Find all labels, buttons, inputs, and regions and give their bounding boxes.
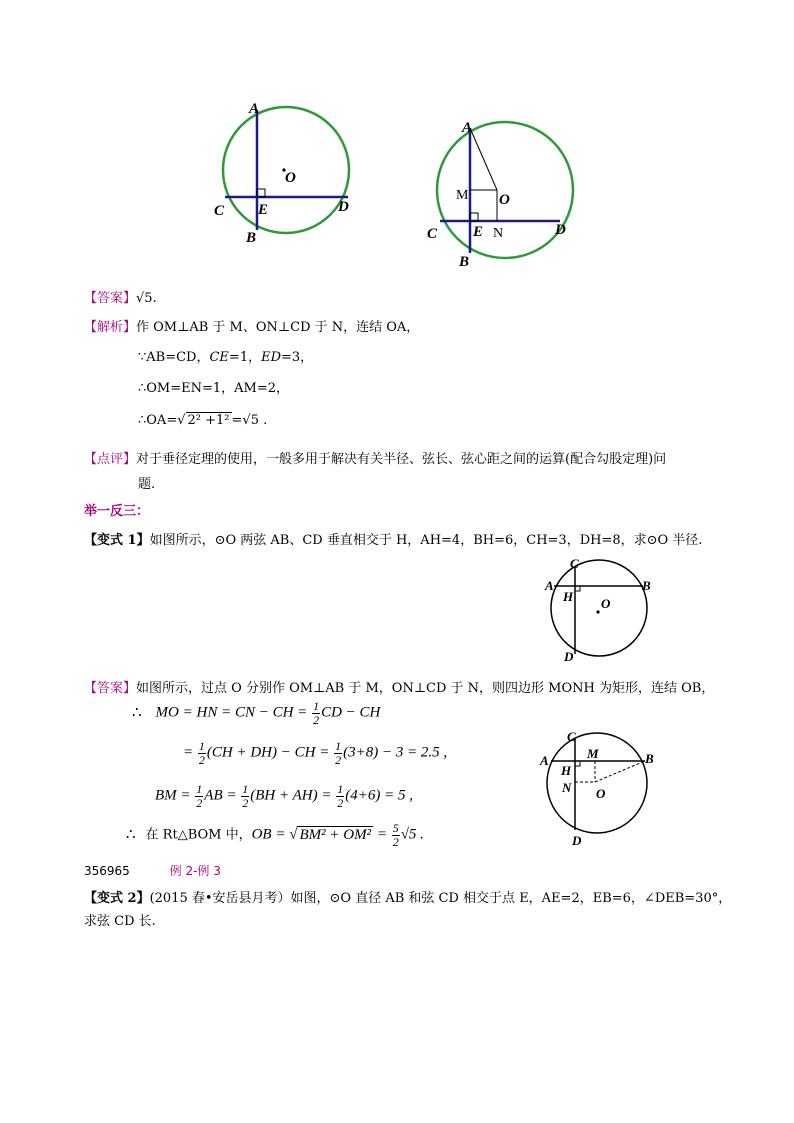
var-ed: ED (261, 350, 282, 365)
figure-1-circle-chords (205, 95, 365, 250)
denominator: 2 (198, 752, 205, 767)
eq1-rhs: CD − CH (321, 704, 381, 721)
analysis-line-2 (138, 346, 313, 365)
eq3-mid: (BH + AH) = (250, 787, 332, 804)
oa-eq: ∴OA= (138, 413, 178, 428)
oa-result: =√5 . (231, 413, 268, 428)
answer-2-line-1 (84, 677, 714, 696)
answer-2-text: 如图所示，过点 O 分别作 OM⊥AB 于 M，ON⊥CD 于 N，则四边形 MONH 为矩形，连结 OB， (136, 681, 715, 696)
given-ab-cd: ∵AB=CD， (138, 350, 210, 365)
label-b: B (645, 751, 654, 766)
label-d: D (338, 199, 349, 215)
label-d: D (555, 222, 566, 238)
val-ed: =3， (281, 350, 314, 365)
figure-3-circle (540, 555, 660, 665)
label-d: D (572, 833, 582, 848)
eq3-result: (4+6) = 5 , (345, 787, 413, 804)
section-title: 举一反三： (84, 504, 150, 519)
eq4-equals: = (376, 826, 387, 843)
label-h: H (561, 763, 572, 778)
answer-tag: 【答案】 (84, 291, 137, 306)
numerator: 5 (392, 821, 399, 835)
analysis-line-4: ∴OA=√ 2² +1² =√5 . (138, 413, 268, 428)
answer-2-tag: 【答案】 (84, 681, 137, 696)
eq4-result: √5 . (400, 826, 424, 843)
label-c: C (570, 556, 579, 571)
equation-2 (183, 740, 447, 766)
label-o: O (285, 170, 296, 186)
label-a: A (462, 120, 473, 136)
label-n: N (562, 780, 572, 795)
variant-2-line-1 (84, 887, 731, 906)
fraction (241, 783, 249, 809)
fraction (195, 783, 203, 809)
denominator: 2 (392, 834, 399, 849)
circle (551, 560, 647, 656)
label-b: B (246, 230, 257, 246)
variant-2-tag: 【变式 2】 (84, 891, 150, 906)
reference-link[interactable]: 例 2-例 3 (169, 864, 221, 878)
comment-line-2: 题. (138, 477, 156, 492)
equation-3 (155, 783, 413, 809)
fraction (334, 740, 342, 766)
analysis-line-1 (84, 316, 419, 335)
reference-line (84, 862, 221, 879)
label-m: M (456, 188, 469, 203)
numerator: 1 (335, 739, 342, 753)
denominator: 2 (313, 712, 320, 727)
answer-1 (84, 287, 157, 306)
numerator: 1 (242, 782, 249, 796)
numerator: 1 (196, 782, 203, 796)
fraction (392, 822, 400, 848)
label-c: C (567, 730, 576, 744)
comment-line-1 (84, 448, 666, 467)
segment-ob (595, 761, 645, 782)
label-c: C (214, 203, 225, 219)
label-c: C (427, 226, 438, 242)
analysis-line-3: ∴OM=EN=1，AM=2， (138, 381, 290, 396)
label-o: O (596, 786, 606, 801)
fraction (336, 783, 344, 809)
fraction (312, 700, 320, 726)
figure-2-circle-chords (420, 115, 580, 270)
fraction (198, 740, 206, 766)
eq4-lhs: OB = (251, 826, 286, 843)
label-a: A (545, 578, 554, 593)
eq1-lhs: MO = HN = CN − CH = (155, 704, 308, 721)
figure-4-circle (535, 730, 665, 855)
label-e: E (473, 224, 484, 240)
label-h: H (563, 589, 574, 604)
eq4-context: 在 Rt△BOM 中， (145, 827, 252, 843)
variant-1-text: 如图所示，⊙O 两弦 AB、CD 垂直相交于 H，AH=4，BH=6，CH=3，DH=8，求⊙O 半径. (149, 533, 703, 548)
label-d: D (564, 649, 574, 664)
comment-tag: 【点评】 (84, 452, 137, 467)
therefore-symbol: ∴ (126, 826, 136, 843)
variant-1 (84, 529, 702, 548)
eq3-ab: AB = (204, 787, 237, 804)
denominator: 2 (337, 795, 344, 810)
label-a: A (540, 753, 549, 768)
equation-1 (132, 700, 380, 726)
label-o: O (499, 192, 510, 208)
label-o: O (601, 596, 611, 611)
label-e: E (258, 202, 269, 218)
label-b: B (642, 578, 651, 593)
eq3-lhs: BM = (155, 787, 191, 804)
answer-value: √5. (136, 291, 157, 306)
analysis-text-1: 作 OM⊥AB 于 M、ON⊥CD 于 N，连结 OA， (136, 320, 420, 335)
label-n: N (493, 226, 504, 241)
center-point (596, 610, 599, 613)
denominator: 2 (196, 795, 203, 810)
eq2-equals: = (183, 744, 194, 761)
eq2-mid: (CH + DH) − CH = (206, 744, 330, 761)
variant-1-tag: 【变式 1】 (84, 533, 150, 548)
variant-2-line-2: 求弦 CD 长. (84, 914, 156, 929)
numerator: 1 (198, 739, 205, 753)
eq2-result: (3+8) − 3 = 2.5 , (343, 744, 448, 761)
analysis-tag: 【解析】 (84, 320, 137, 335)
radicand: 2² +1² (187, 413, 230, 428)
var-ce: CE (209, 350, 229, 365)
therefore-symbol: ∴ (132, 704, 142, 721)
label-a: A (249, 101, 260, 117)
label-m: M (587, 746, 599, 761)
comment-text-1: 对于垂径定理的使用，一般多用于解决有关半径、弦长、弦心距之间的运算(配合勾股定理)问 (136, 452, 667, 467)
label-b: B (459, 254, 470, 270)
radicand: BM² + OM² (299, 826, 372, 843)
denominator: 2 (242, 795, 249, 810)
denominator: 2 (335, 752, 342, 767)
segment-oa (470, 128, 497, 190)
numerator: 1 (337, 782, 344, 796)
variant-2-text-1: (2015 春•安岳县月考）如图，⊙O 直径 AB 和弦 CD 相交于点 E，AE=2，EB=6，∠DEB=30°， (149, 891, 732, 906)
reference-id: 356965 (84, 864, 130, 878)
val-ce: =1， (228, 350, 262, 365)
equation-4: ∴ 在 Rt△BOM 中，OB = √ BM² + OM² = $\frac{5}{2}$ √5 . (126, 821, 424, 849)
numerator: 1 (313, 699, 320, 713)
